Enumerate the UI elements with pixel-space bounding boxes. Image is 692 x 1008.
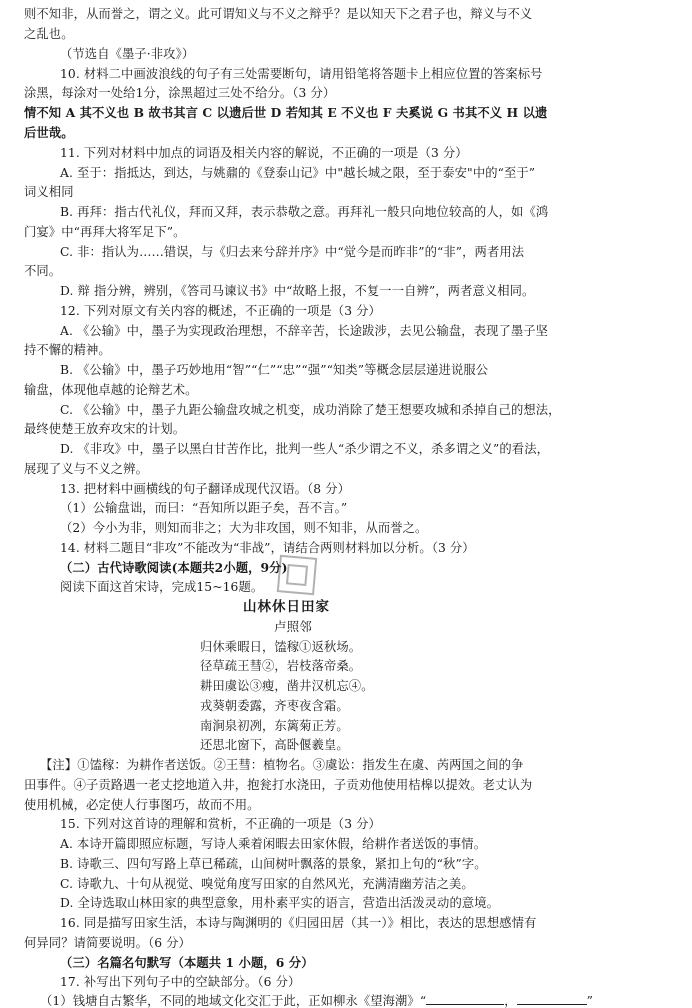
poem-instruction: 阅读下面这首宋诗，完成15~16题。: [60, 580, 264, 594]
poem-author: 卢照邻: [274, 619, 312, 634]
section-heading: （三）名篇名句默写（本题共 1 小题，6 分）: [60, 955, 314, 970]
poem-title: 山林休日田家: [243, 599, 330, 615]
question-13: 13. 把材料中画横线的句子翻译成现代汉语。（8 分）: [60, 482, 350, 496]
poem-notes: 【注】①馌稼：为耕作者送饭。②王彗：植物名。③虞讼：指发生在虞、芮两国之间的争: [40, 758, 524, 772]
question-10: 10. 材料二中画波浪线的句子有三处需要断句，请用铅笔将答题卡上相应位置的答案标号: [60, 67, 543, 81]
poem-line: 耕田虞讼③瘦，凿井汉机忘④。: [200, 679, 374, 693]
option-c: 最终使楚王放弃攻宋的计划。: [24, 422, 186, 436]
question-10: 涂黑，每涂对一处给1分，涂黑超过三处不给分。（3 分）: [24, 86, 336, 100]
question-13-part-1: （1）公输盘诎，而曰：“吾知所以距子矣，吾不言。”: [60, 501, 348, 515]
option-b: 门宴》中“再拜大将军足下”。: [24, 225, 186, 239]
option-b: B. 《公输》中，墨子巧妙地用“智”“仁”“忠”“强”“知类”等概念层层递进说服公: [60, 363, 489, 377]
option-a: A. 至于：指抵达，到达，与姚鼐的《登泰山记》中"越长城之限，至于泰安"中的“至于”: [60, 166, 536, 180]
poem-line: 归休乘暇日，馌稼①返秋场。: [200, 640, 362, 654]
option-d: D. 《非攻》中，墨子以黑白甘苦作比，批判一些人“杀少谓之不义，杀多谓之义”的看法，: [60, 442, 549, 456]
option-c: C. 诗歌九、十句从视觉、嗅觉角度写田家的自然风光，充满清幽芳洁之美。: [60, 877, 474, 891]
poem-line: 南涧泉初冽，东篱菊正芳。: [200, 719, 349, 733]
answer-blank[interactable]: [426, 993, 504, 1005]
question-10-sentence: 情不知 A 其不义也 B 故书其言 C 以遗后世 D 若知其 E 不义也 F 夫奚说 G 书其不义 H 以遗: [24, 105, 548, 120]
poem-line: 径草疏王彗②，岩枝落帝桑。: [200, 659, 362, 673]
question-14: 14. 材料二题目“非攻”不能改为“非战”，请结合两则材料加以分析。（3 分）: [60, 541, 475, 555]
question-10-sentence: 后世哉。: [24, 125, 74, 140]
question-16: 16. 同是描写田家生活，本诗与陶渊明的《归园田居（其一）》相比，表达的思想感情有: [60, 916, 537, 930]
passage-line: 之乱也。: [24, 27, 74, 41]
passage-line: 则不知非，从而誉之，谓之义。此可谓知义与不义之辩乎？是以知天下之君子也，辩义与不义: [24, 7, 533, 21]
poem-line: 戎葵朝委露，齐枣夜含霜。: [200, 699, 349, 713]
question-12: 12. 下列对原文有关内容的概述，不正确的一项是（3 分）: [60, 304, 381, 318]
question-11: 11. 下列对材料中加点的词语及相关内容的解说，不正确的一项是（3 分）: [60, 146, 468, 160]
section-heading: （二）古代诗歌阅读(本题共2小题，9分): [60, 560, 288, 575]
option-b: B. 再拜：指古代礼仪，拜而又拜，表示恭敬之意。再拜礼一般只向地位较高的人，如《鸿: [60, 205, 549, 219]
question-17: 17. 补写出下列句子中的空缺部分。（6 分）: [60, 975, 301, 989]
poem-line: 还思北窗下，高卧偃羲皇。: [200, 738, 349, 752]
option-c: C. 非：指认为……错误，与《归去来兮辞并序》中“觉今是而昨非”的“非”，两者用法: [60, 245, 525, 259]
question-17-part-1: [40, 993, 593, 1008]
poem-notes: 田事件。④子贡路遇一老丈挖地道入井，抱瓮打水浇田，子贡劝他使用桔槔以提效。老丈认为: [24, 778, 533, 792]
option-b: 输盘，体现他卓越的论辩艺术。: [24, 383, 198, 397]
option-a: 持不懈的精神。: [24, 343, 111, 357]
question-16: 何异同？请简要说明。（6 分）: [24, 936, 191, 950]
comma: ，: [504, 994, 517, 1008]
poem-notes: 使用机械，必定使人行事图巧，故而不用。: [24, 798, 260, 812]
question-15: 15. 下列对这首诗的理解和赏析，不正确的一项是（3 分）: [60, 817, 381, 831]
answer-blank[interactable]: [517, 993, 587, 1005]
fill-in-prompt: （1）钱塘自古繁华，不同的地域文化交汇于此，正如柳永《望海潮》“: [40, 994, 427, 1008]
option-a: 词义相同: [24, 185, 74, 199]
option-b: B. 诗歌三、四句写路上草已稀疏，山间树叶飘落的景象，紧扣上句的“秋”字。: [60, 857, 487, 871]
option-c: C. 《公输》中，墨子九距公输盘攻城之机变，成功消除了楚王想要攻城和杀掉自己的想法，: [60, 403, 561, 417]
option-a: A. 《公输》中，墨子为实现政治理想，不辞辛苦，长途跋涉，去见公输盘，表现了墨子坚: [60, 324, 549, 338]
option-a: A. 本诗开篇即照应标题，写诗人乘着闲暇去田家休假，给耕作者送饭的事情。: [60, 837, 487, 851]
source-note: （节选自《墨子·非攻》）: [60, 47, 195, 61]
option-c: 不同。: [24, 264, 62, 278]
option-d: 展现了义与不义之辨。: [24, 462, 148, 476]
question-13-part-2: （2）今小为非，则知而非之；大为非攻国，则不知非，从而誉之。: [60, 521, 428, 535]
option-d: D. 全诗选取山林田家的典型意象，用朴素平实的语言，营造出活泼灵动的意境。: [60, 896, 500, 910]
option-d: D. 辩 指分辨，辨别，《答司马谏议书》中“故略上报，不复一一自辨”，两者意义相同。: [60, 284, 535, 298]
closing-quote: ”: [586, 994, 594, 1008]
